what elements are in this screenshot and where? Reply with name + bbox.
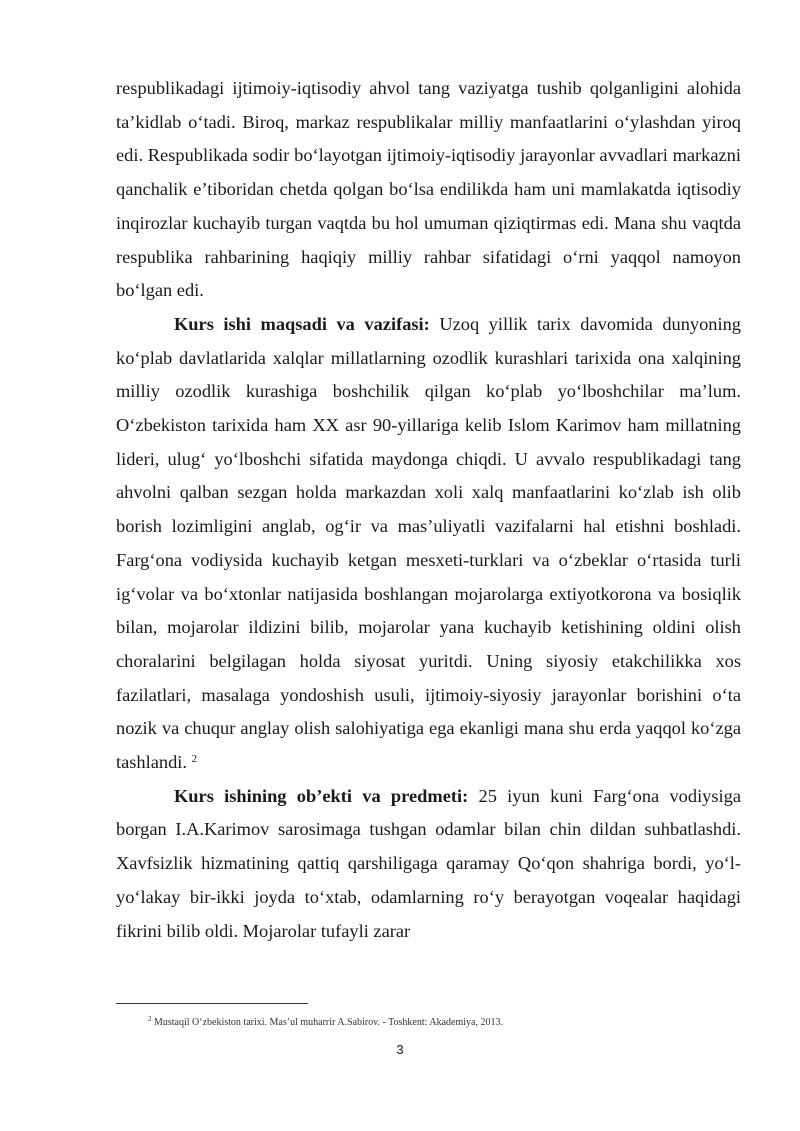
footnote <box>148 1016 748 1030</box>
footnote-reference[interactable]: 2 <box>191 753 198 766</box>
paragraph-1 <box>116 72 741 308</box>
section-heading-object: Kurs ishining ob’ekti va predmeti: <box>174 785 469 806</box>
section-heading-aim: Kurs ishi maqsadi va vazifasi: <box>174 313 430 334</box>
paragraph-3-text: 25 iyun kuni Farg‘ona vodiysiga borgan I.A.Karimov sarosimaga tushgan odamlar bilan chin dildan suhbatlashdi. Xavfsizlik hizmatining qattiq qarshiligaga qaramay Qo‘qon shahriga bordi, yo‘l-yo‘lakay bir-ikki joyda to‘xtab, odamlarning ro‘y berayotgan voqealar haqidagi fikrini bilib oldi. Mojarolar tufayli zarar <box>116 785 741 941</box>
paragraph-2-text: Uzoq yillik tarix davomida dunyoning ko‘plab davlatlarida xalqlar millatlarning ozodlik kurashlari tarixida ona xalqining milliy ozodlik kurashiga boshchilik qilgan ko‘plab yo‘lboshchilar ma’lum. O‘zbekiston tarixida ham XX asr 90-yillariga kelib Islom Karimov ham millatning lideri, ulug‘ yo‘lboshchi sifatida maydonga chiqdi. U avvalo respublikadagi tang ahvolni qalban sezgan holda markazdan xoli xalq manfaatlarini ko‘zlab ish olib borish lozimligini anglab, og‘ir va mas’uliyatli vazifalarni hal etishni boshladi. Farg‘ona vodiysida kuchayib ketgan mesxeti-turklari va o‘zbeklar o‘rtasida turli ig‘volar va bo‘xtonlar natijasida boshlangan mojarolarga extiyotkorona va bosiqlik bilan, mojarolar ildizini bilib, mojarolar yana kuchayib ketishining oldini olish choralarini belgilagan holda siyosat yuritdi. Uning siyosiy etakchilikka xos fazilatlari, masalaga yondoshish usuli, ijtimoiy-siyosiy jarayonlar borishini o‘ta nozik va chuqur anglay olish salohiyatiga ega ekanligi mana shu erda yaqqol ko‘zga tashlandi. <box>116 313 741 773</box>
paragraph-3 <box>116 780 741 949</box>
footnote-text: Mustaqil O‘zbekiston tarixi. Mas’ul muharrir A.Sabirov. - Toshkent: Akademiya, 2013. <box>151 1017 503 1028</box>
page-number: 3 <box>396 1042 404 1057</box>
paragraph-1-text: respublikadagi ijtimoiy-iqtisodiy ahvol tang vaziyatga tushib qolganligini alohida ta’kidlab o‘tadi. Biroq, markaz respublikalar milliy manfaatlarini o‘ylashdan yiroq edi. Respublikada sodir bo‘layotgan ijtimoiy-iqtisodiy jarayonlar avvadlari markazni qanchalik e’tiboridan chetda qolgan bo‘lsa endilikda ham uni mamlakatda iqtisodiy inqirozlar kuchayib turgan vaqtda bu hol umuman qiziqtirmas edi. Mana shu vaqtda respublika rahbarining haqiqiy milliy rahbar sifatidagi o‘rni yaqqol namoyon bo‘lgan edi. <box>116 78 741 301</box>
paragraph-2 <box>116 308 741 780</box>
footnote-separator <box>116 1003 308 1004</box>
body-text <box>116 72 741 948</box>
footnote-number: 2 <box>148 1015 152 1023</box>
